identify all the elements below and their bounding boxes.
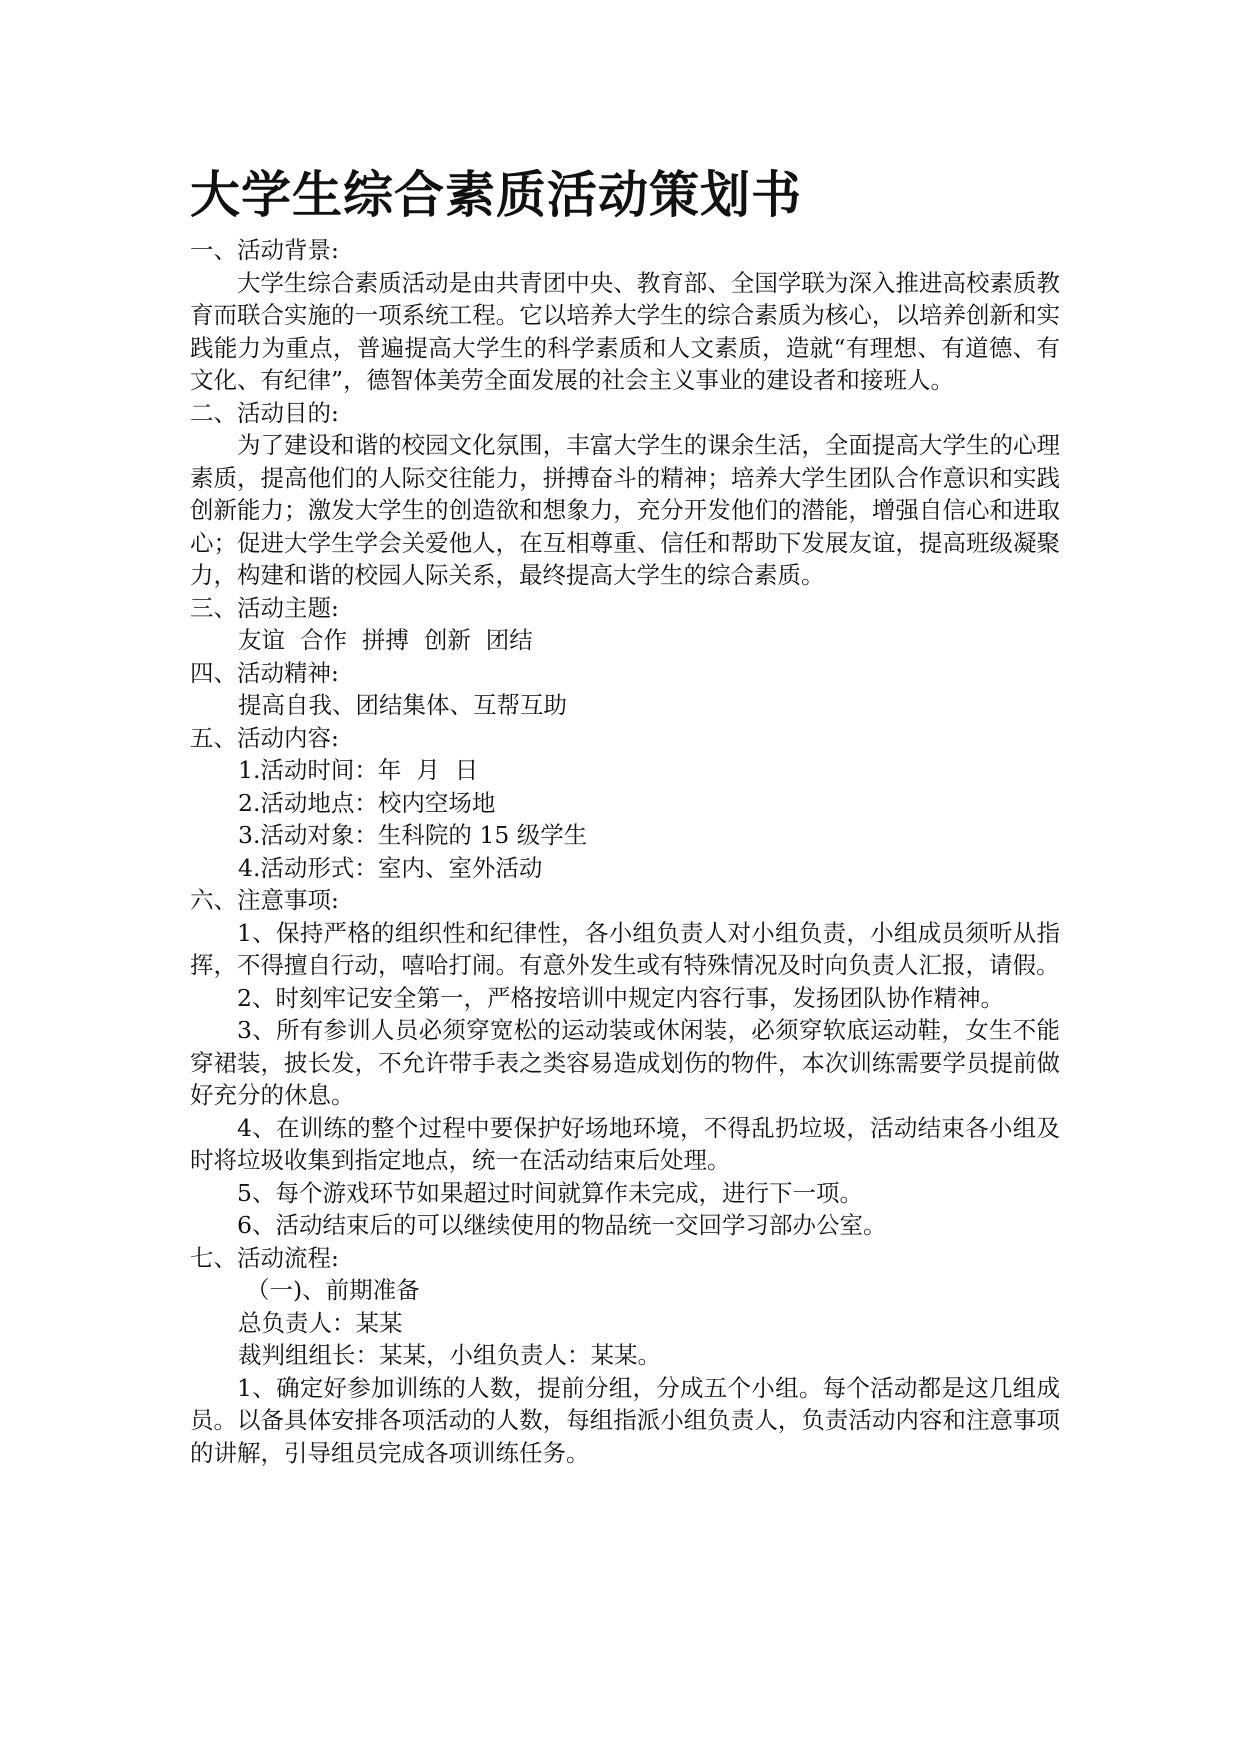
section-text-background: 大学生综合素质活动是由共青团中央、教育部、全国学联为深入推进高校素质教育而联合实施的一项系统工程。它以培养大学生的综合素质为核心，以培养创新和实践能力为重点，普遍提高大学生的科学素质和人文素质，造就“有理想、有道德、有文化、有纪律”，德智体美劳全面发展的社会主义事业的建设者和接班人。 [190, 268, 1060, 394]
section-heading-process: 七、活动流程: [190, 1243, 339, 1272]
note-item: 6、活动结束后的可以继续使用的物品统一交回学习部办公室。 [237, 1211, 887, 1239]
note-item: 2、时刻牢记安全第一，严格按培训中规定内容行事，发扬团队协作精神。 [237, 983, 1004, 1012]
section-text-theme: 友谊 合作 拼搏 创新 团结 [238, 626, 533, 654]
section-heading-background: 一、活动背景: [190, 236, 339, 264]
content-item: 1.活动时间：年 月 日 [238, 756, 479, 784]
section-heading-spirit: 四、活动精神: [190, 658, 339, 687]
content-item: 3.活动对象：生科院的 15 级学生 [238, 821, 588, 849]
process-step: 1、确定好参加训练的人数，提前分组，分成五个小组。每个活动都是这几组成员。以备具体安排各项活动的人数，每组指派小组负责人，负责活动内容和注意事项的讲解，引导组员完成各项训练任务。 [190, 1373, 1060, 1467]
section-text-purpose: 为了建设和谐的校园文化氛围，丰富大学生的课余生活，全面提高大学生的心理素质，提高他们的人际交往能力，拼搏奋斗的精神；培养大学生团队合作意识和实践创新能力；激发大学生的创造欲和想象力，充分开发他们的潜能，增强自信心和进取心；促进大学生学会关爱他人，在互相尊重、信任和帮助下发展友谊，提高班级凝聚力，构建和谐的校园人际关系，最终提高大学生的综合素质。 [190, 431, 1060, 589]
note-item: 4、在训练的整个过程中要保护好场地环境，不得乱扔垃圾，活动结束各小组及时将垃圾收集到指定地点，统一在活动结束后处理。 [190, 1113, 1060, 1174]
document-page [190, 160, 1060, 1469]
note-item: 1、保持严格的组织性和纪律性，各小组负责人对小组负责，小组成员须听从指挥，不得擅自行动，嘻哈打闹。有意外发生或有特殊情况及时向负责人汇报，请假。 [190, 918, 1060, 979]
section-heading-theme: 三、活动主题: [190, 593, 339, 622]
content-item: 4.活动形式：室内、室外活动 [238, 853, 543, 882]
note-item: 3、所有参训人员必须穿宽松的运动装或休闲装，必须穿软底运动鞋，女生不能穿裙装，披长发，不允许带手表之类容易造成划伤的物件，本次训练需要学员提前做好充分的休息。 [190, 1016, 1060, 1109]
process-judges: 裁判组组长：某某，小组负责人：某某。 [238, 1341, 661, 1369]
process-leader: 总负责人：某某 [238, 1308, 403, 1337]
process-subheading: （一)、前期准备 [246, 1276, 420, 1304]
section-heading-notes: 六、注意事项: [190, 886, 339, 914]
section-heading-purpose: 二、活动目的: [190, 398, 339, 427]
section-heading-content: 五、活动内容: [190, 723, 339, 752]
note-item: 5、每个游戏环节如果超过时间就算作未完成，进行下一项。 [237, 1178, 863, 1207]
section-text-spirit: 提高自我、团结集体、互帮互助 [238, 691, 567, 719]
document-title: 大学生综合素质活动策划书 [190, 166, 802, 224]
content-item: 2.活动地点：校内空场地 [238, 788, 496, 817]
